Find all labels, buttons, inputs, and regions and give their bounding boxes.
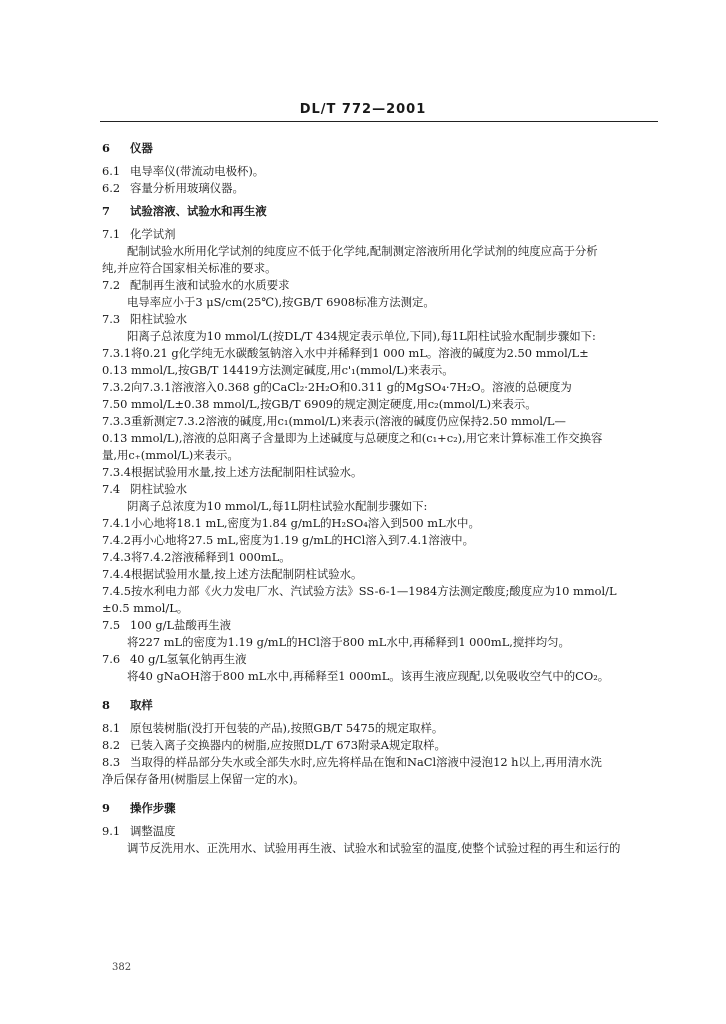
- clause-text: 取样: [130, 698, 153, 712]
- paragraph-line: [102, 243, 662, 260]
- clause-number: 9.1: [102, 824, 121, 838]
- clause-title: [102, 345, 662, 362]
- clause-number: 7.3.2: [102, 380, 131, 394]
- header-rule: [100, 121, 658, 122]
- clause-number: 6.2: [102, 181, 121, 195]
- clause-number: 7.4: [102, 482, 121, 496]
- clause-text: 操作步骤: [130, 801, 176, 815]
- clause-title: [102, 180, 662, 197]
- clause-number: 7: [102, 204, 110, 218]
- clause-number: 7.3.1: [102, 346, 131, 360]
- document-body: [102, 140, 662, 857]
- clause-title: [102, 464, 662, 481]
- clause-title: [102, 754, 662, 771]
- clause-text: 根据试验用水量,按上述方法配制阴柱试验水。: [130, 567, 363, 581]
- clause-text: 调整温度: [130, 824, 176, 838]
- clause-number: 7.4.1: [102, 516, 131, 530]
- clause-text: 阳柱试验水: [130, 312, 187, 326]
- clause-number: 7.5: [102, 618, 121, 632]
- section-heading: [102, 140, 662, 157]
- clause-title: [102, 277, 662, 294]
- clause-number: 7.4.3: [102, 550, 131, 564]
- clause-number: 6: [102, 141, 110, 155]
- clause-text: 向7.3.1溶液溶入0.368 g的CaCl₂·2H₂O和0.311 g的MgSO₄·7H₂O。溶液的总硬度为: [130, 380, 572, 394]
- paragraph-continuation: [102, 362, 662, 379]
- clause-title: [102, 515, 662, 532]
- clause-text: 量,用c₊(mmol/L)来表示。: [102, 448, 239, 462]
- clause-number: 7.3.4: [102, 465, 131, 479]
- paragraph-continuation: [102, 260, 662, 277]
- clause-text: 试验溶液、试验水和再生液: [130, 204, 267, 218]
- paragraph-continuation: [102, 600, 662, 617]
- clause-text: 将0.21 g化学纯无水碳酸氢钠溶入水中并稀释到1 000 mL。溶液的碱度为2.50 mmol/L±: [130, 346, 589, 360]
- page-number: 382: [112, 962, 132, 973]
- clause-text: 化学试剂: [130, 227, 176, 241]
- clause-text: 100 g/L盐酸再生液: [130, 618, 232, 632]
- clause-number: 9: [102, 801, 110, 815]
- clause-title: [102, 583, 662, 600]
- clause-text: 已装入离子交换器内的树脂,应按照DL/T 673附录A规定取样。: [130, 738, 446, 752]
- clause-text: 阳离子总浓度为10 mmol/L(按DL/T 434规定表示单位,下同),每1L阳柱试验水配制步骤如下:: [127, 329, 596, 343]
- standard-number-header: DL/T 772—2001: [299, 102, 427, 117]
- clause-title: [102, 226, 662, 243]
- clause-number: 7.3: [102, 312, 121, 326]
- clause-text: 根据试验用水量,按上述方法配制阳柱试验水。: [130, 465, 363, 479]
- paragraph-line: [102, 840, 662, 857]
- clause-title: [102, 379, 662, 396]
- section-heading: [102, 800, 662, 817]
- clause-title: [102, 413, 662, 430]
- clause-title: [102, 163, 662, 180]
- clause-text: 小心地将18.1 mL,密度为1.84 g/mL的H₂SO₄溶入到500 mL水中。: [130, 516, 480, 530]
- clause-text: 将7.4.2溶液稀释到1 000mL。: [130, 550, 291, 564]
- clause-number: 6.1: [102, 164, 121, 178]
- paragraph-line: [102, 498, 662, 515]
- paragraph-line: [102, 668, 662, 685]
- clause-number: 7.4.2: [102, 533, 131, 547]
- section-heading: [102, 203, 662, 220]
- clause-text: 阴离子总浓度为10 mmol/L,每1L阴柱试验水配制步骤如下:: [127, 499, 428, 513]
- clause-text: ±0.5 mmol/L。: [102, 601, 189, 615]
- clause-number: 7.4.5: [102, 584, 131, 598]
- clause-text: 40 g/L氢氧化钠再生液: [130, 652, 247, 666]
- clause-text: 仪器: [130, 141, 153, 155]
- clause-title: [102, 311, 662, 328]
- clause-text: 0.13 mmol/L),溶液的总阳离子含量即为上述碱度与总硬度之和(c₁+c₂),用它来计算标准工作交换容: [102, 431, 603, 445]
- paragraph-line: [102, 634, 662, 651]
- spacer: [102, 788, 662, 800]
- clause-title: [102, 549, 662, 566]
- clause-title: [102, 651, 662, 668]
- clause-text: 重新测定7.3.2溶液的碱度,用c₁(mmol/L)来表示(溶液的碱度仍应保持2.50 mmol/L—: [130, 414, 566, 428]
- paragraph-continuation: [102, 430, 662, 447]
- clause-number: 8.3: [102, 755, 121, 769]
- paragraph-continuation: [102, 447, 662, 464]
- clause-number: 7.3.3: [102, 414, 131, 428]
- clause-title: [102, 720, 662, 737]
- clause-text: 容量分析用玻璃仪器。: [130, 181, 244, 195]
- clause-text: 电导率应小于3 μS/cm(25℃),按GB/T 6908标准方法测定。: [127, 295, 435, 309]
- paragraph-line: [102, 294, 662, 311]
- paragraph-line: [102, 328, 662, 345]
- clause-number: 7.6: [102, 652, 121, 666]
- clause-text: 原包装树脂(没打开包装的产品),按照GB/T 5475的规定取样。: [130, 721, 444, 735]
- clause-title: [102, 481, 662, 498]
- clause-text: 0.13 mmol/L,按GB/T 14419方法测定碱度,用c'₁(mmol/L)来表示。: [102, 363, 454, 377]
- clause-text: 当取得的样品部分失水或全部失水时,应先将样品在饱和NaCl溶液中浸泡12 h以上,再用清水洗: [130, 755, 602, 769]
- clause-title: [102, 617, 662, 634]
- clause-number: 8: [102, 698, 110, 712]
- clause-text: 将40 gNaOH溶于800 mL水中,再稀释至1 000mL。该再生液应现配,以免吸收空气中的CO₂。: [127, 669, 610, 683]
- clause-title: [102, 566, 662, 583]
- clause-text: 纯,并应符合国家相关标准的要求。: [102, 261, 277, 275]
- clause-number: 7.4.4: [102, 567, 131, 581]
- clause-number: 8.2: [102, 738, 121, 752]
- paragraph-continuation: [102, 396, 662, 413]
- clause-text: 阴柱试验水: [130, 482, 187, 496]
- clause-title: [102, 823, 662, 840]
- clause-number: 7.1: [102, 227, 121, 241]
- clause-text: 按水利电力部《火力发电厂水、汽试验方法》SS-6-1—1984方法测定酸度;酸度应为10 mmol/L: [130, 584, 617, 598]
- clause-text: 净后保存备用(树脂层上保留一定的水)。: [102, 772, 305, 786]
- clause-text: 7.50 mmol/L±0.38 mmol/L,按GB/T 6909的规定测定硬度,用c₂(mmol/L)来表示。: [102, 397, 537, 411]
- clause-number: 8.1: [102, 721, 121, 735]
- clause-text: 再小心地将27.5 mL,密度为1.19 g/mL的HCl溶入到7.4.1溶液中。: [130, 533, 474, 547]
- paragraph-continuation: [102, 771, 662, 788]
- spacer: [102, 685, 662, 697]
- clause-text: 调节反洗用水、正洗用水、试验用再生液、试验水和试验室的温度,使整个试验过程的再生和运行的: [127, 841, 621, 855]
- clause-text: 配制试验水所用化学试剂的纯度应不低于化学纯,配制测定溶液所用化学试剂的纯度应高于分析: [127, 244, 598, 258]
- clause-text: 配制再生液和试验水的水质要求: [130, 278, 290, 292]
- clause-title: [102, 737, 662, 754]
- clause-title: [102, 532, 662, 549]
- clause-text: 将227 mL的密度为1.19 g/mL的HCl溶于800 mL水中,再稀释到1 000mL,搅拌均匀。: [127, 635, 570, 649]
- clause-number: 7.2: [102, 278, 121, 292]
- section-heading: [102, 697, 662, 714]
- clause-text: 电导率仪(带流动电极杯)。: [130, 164, 265, 178]
